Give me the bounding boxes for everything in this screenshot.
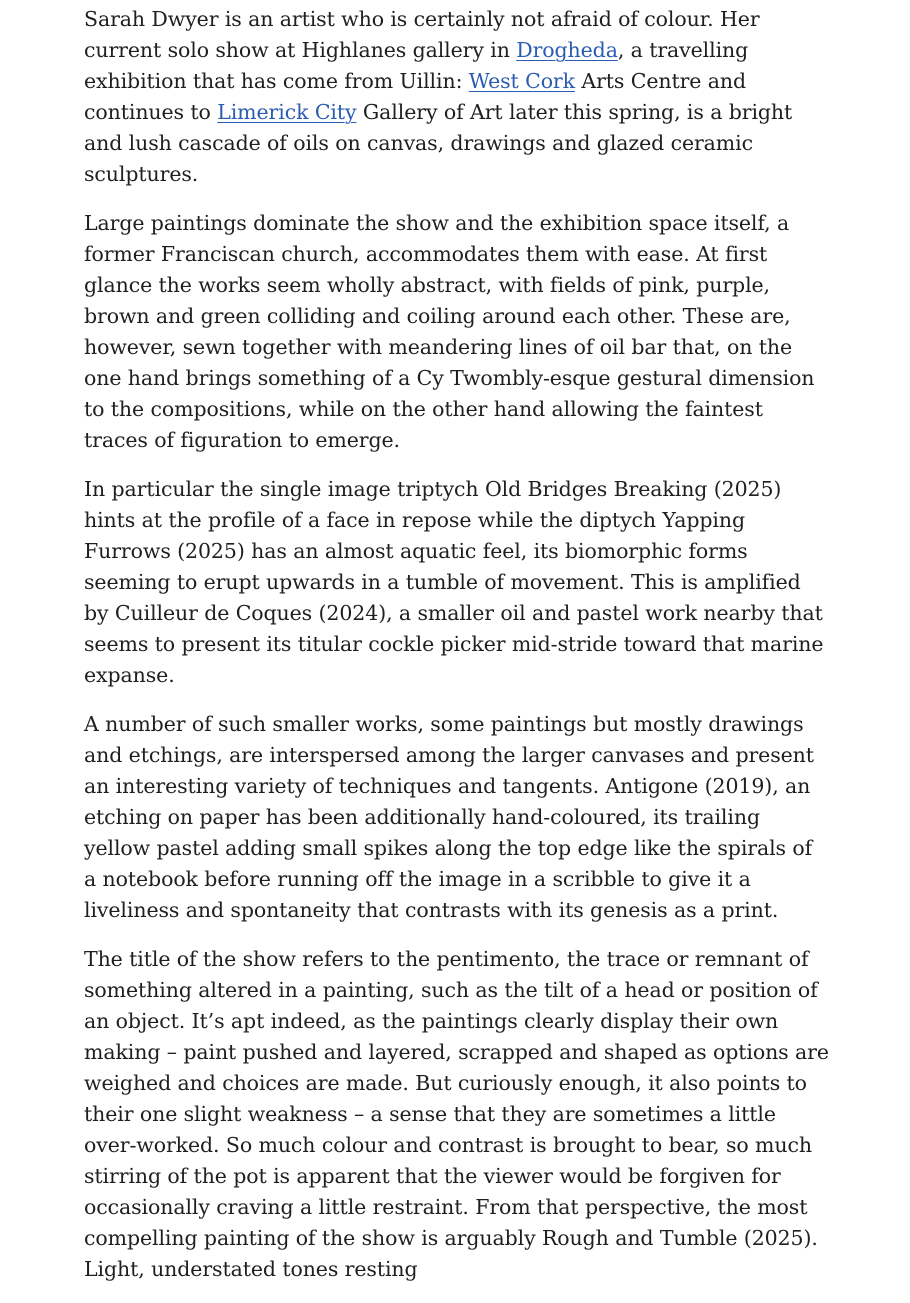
intro-text-1: Sarah Dwyer is an artist who is certainly not afraid of colour. Her current solo show at Highlanes gallery in: [84, 7, 760, 62]
link-drogheda[interactable]: Drogheda: [516, 38, 618, 62]
paragraph-pentimento: The title of the show refers to the pentimento, the trace or remnant of something altered in a painting, such as the tilt of a head or position of an object. It’s apt indeed, as the paintings clearly display their own making – paint pushed and layered, scrapped and shaped as options are weighed and choices are made. But curiously enough, it also points to their one slight weakness – a sense that they are sometimes a little over-worked. So much colour and contrast is brought to bear, so much stirring of the pot is apparent that the viewer would be forgiven for occasionally craving a little restraint. From that perspective, the most compelling painting of the show is arguably Rough and Tumble (2025). Light, understated tones resting: [84, 947, 829, 1281]
paragraph-triptych: In particular the single image triptych Old Bridges Breaking (2025) hints at the profile of a face in repose while the diptych Yapping Furrows (2025) has an almost aquatic feel, its biomorphic forms seeming to erupt upwards in a tumble of movement. This is amplified by Cuilleur de Coques (2024), a smaller oil and pastel work nearby that seems to present its titular cockle picker mid-stride toward that marine expanse.: [84, 477, 824, 687]
paragraph-large-paintings: Large paintings dominate the show and the exhibition space itself, a former Franciscan church, accommodates them with ease. At first glance the works seem wholly abstract, with fields of pink, purple, brown and green colliding and coiling around each other. These are, however, sewn together with meandering lines of oil bar that, on the one hand brings something of a Cy Twombly-esque gestural dimension to the compositions, while on the other hand allowing the faintest traces of figuration to emerge.: [84, 211, 815, 452]
paragraph-smaller-works: A number of such smaller works, some paintings but mostly drawings and etchings, are interspersed among the larger canvases and present an interesting variety of techniques and tangents. Antigone (2019), an etching on paper has been additionally hand-coloured, its trailing yellow pastel adding small spikes along the top edge like the spirals of a notebook before running off the image in a scribble to give it a liveliness and spontaneity that contrasts with its genesis as a print.: [84, 712, 814, 922]
intro-text-2: , a travelling exhibition that has come from Uillin:: [84, 38, 749, 93]
link-limerick-city[interactable]: Limerick City: [217, 100, 357, 124]
link-west-cork[interactable]: West Cork: [468, 69, 575, 93]
intro-text-3: Arts Centre and continues to: [84, 69, 747, 124]
paragraph-intro: [84, 4, 829, 190]
article-body: [84, 4, 829, 1303]
intro-text-4: Gallery of Art later this spring, is a bright and lush cascade of oils on canvas, drawings and glazed ceramic sculptures.: [84, 100, 793, 186]
